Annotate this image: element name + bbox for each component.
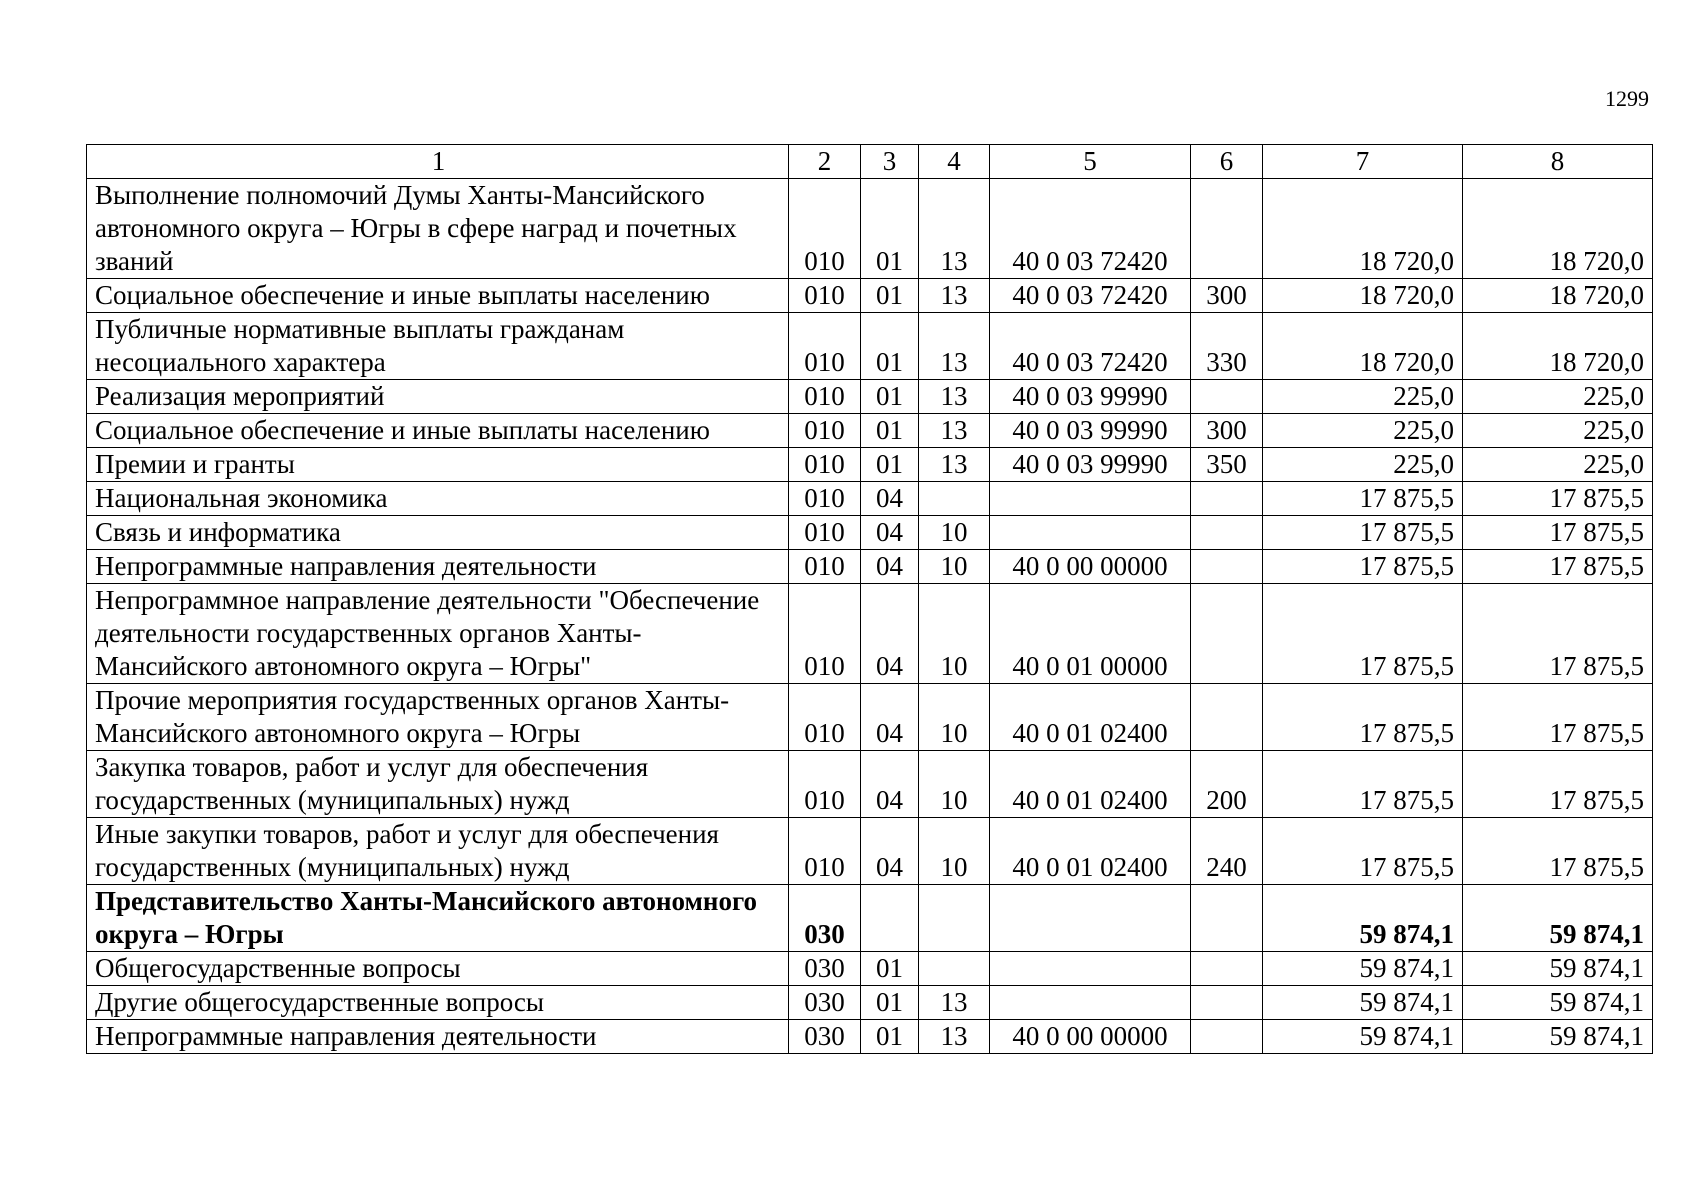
- ministry-code: 010: [789, 482, 861, 516]
- section-code: 01: [861, 313, 919, 380]
- target-article-code: [990, 952, 1191, 986]
- table-row: [87, 448, 1653, 482]
- ministry-code: 030: [789, 986, 861, 1020]
- amount-col-8: 17 875,5: [1463, 684, 1653, 751]
- table-row: [87, 751, 1653, 818]
- expense-type-code: 300: [1191, 279, 1263, 313]
- target-article-code: [990, 885, 1191, 952]
- amount-col-8: 59 874,1: [1463, 952, 1653, 986]
- amount-col-7: 18 720,0: [1263, 279, 1463, 313]
- row-label: Общегосударственные вопросы: [87, 952, 789, 986]
- ministry-code: 010: [789, 448, 861, 482]
- subsection-code: [919, 885, 990, 952]
- column-header: 6: [1191, 145, 1263, 179]
- amount-col-7: 225,0: [1263, 448, 1463, 482]
- section-code: 01: [861, 380, 919, 414]
- table-row: [87, 986, 1653, 1020]
- subsection-code: [919, 482, 990, 516]
- subsection-code: 13: [919, 279, 990, 313]
- subsection-code: 10: [919, 550, 990, 584]
- amount-col-7: 18 720,0: [1263, 313, 1463, 380]
- amount-col-8: 17 875,5: [1463, 516, 1653, 550]
- section-code: 01: [861, 279, 919, 313]
- section-code: 04: [861, 584, 919, 684]
- amount-col-8: 18 720,0: [1463, 179, 1653, 279]
- subsection-code: 13: [919, 313, 990, 380]
- expense-type-code: 200: [1191, 751, 1263, 818]
- ministry-code: 010: [789, 313, 861, 380]
- subsection-code: 10: [919, 818, 990, 885]
- ministry-code: 010: [789, 751, 861, 818]
- amount-col-7: 17 875,5: [1263, 516, 1463, 550]
- row-label: Социальное обеспечение и иные выплаты населению: [87, 279, 789, 313]
- amount-col-8: 225,0: [1463, 380, 1653, 414]
- expense-type-code: [1191, 885, 1263, 952]
- ministry-code: 010: [789, 550, 861, 584]
- ministry-code: 030: [789, 1020, 861, 1054]
- expense-type-code: 240: [1191, 818, 1263, 885]
- subsection-code: 10: [919, 751, 990, 818]
- amount-col-7: 59 874,1: [1263, 986, 1463, 1020]
- amount-col-7: 17 875,5: [1263, 482, 1463, 516]
- column-header: 2: [789, 145, 861, 179]
- subsection-code: 13: [919, 986, 990, 1020]
- target-article-code: 40 0 03 99990: [990, 380, 1191, 414]
- subsection-code: 10: [919, 516, 990, 550]
- column-header: 7: [1263, 145, 1463, 179]
- expense-type-code: [1191, 1020, 1263, 1054]
- column-header: 1: [87, 145, 789, 179]
- amount-col-8: 18 720,0: [1463, 279, 1653, 313]
- row-label: Непрограммное направление деятельности "Обеспечение деятельности государственных органов Ханты-Мансийского автономного округа – Югры": [87, 584, 789, 684]
- table-row: [87, 885, 1653, 952]
- table-row: [87, 952, 1653, 986]
- amount-col-7: 59 874,1: [1263, 1020, 1463, 1054]
- table-row: [87, 516, 1653, 550]
- section-code: 04: [861, 516, 919, 550]
- target-article-code: [990, 516, 1191, 550]
- amount-col-7: 17 875,5: [1263, 584, 1463, 684]
- column-header: 4: [919, 145, 990, 179]
- table-row: [87, 179, 1653, 279]
- amount-col-7: 17 875,5: [1263, 751, 1463, 818]
- subsection-code: 13: [919, 380, 990, 414]
- ministry-code: 010: [789, 818, 861, 885]
- row-label: Закупка товаров, работ и услуг для обеспечения государственных (муниципальных) нужд: [87, 751, 789, 818]
- target-article-code: 40 0 01 00000: [990, 584, 1191, 684]
- target-article-code: [990, 986, 1191, 1020]
- column-header: 8: [1463, 145, 1653, 179]
- row-label: Премии и гранты: [87, 448, 789, 482]
- expense-type-code: 300: [1191, 414, 1263, 448]
- ministry-code: 010: [789, 380, 861, 414]
- amount-col-8: 17 875,5: [1463, 584, 1653, 684]
- section-code: 04: [861, 684, 919, 751]
- amount-col-8: 18 720,0: [1463, 313, 1653, 380]
- expense-type-code: [1191, 584, 1263, 684]
- table-row: [87, 482, 1653, 516]
- section-code: 04: [861, 482, 919, 516]
- subsection-code: [919, 952, 990, 986]
- expense-type-code: [1191, 550, 1263, 584]
- expense-type-code: [1191, 516, 1263, 550]
- section-code: 04: [861, 751, 919, 818]
- row-label: Иные закупки товаров, работ и услуг для обеспечения государственных (муниципальных) нужд: [87, 818, 789, 885]
- subsection-code: 10: [919, 584, 990, 684]
- table-row: [87, 550, 1653, 584]
- expense-type-code: [1191, 684, 1263, 751]
- table-row: [87, 313, 1653, 380]
- target-article-code: 40 0 01 02400: [990, 751, 1191, 818]
- ministry-code: 010: [789, 179, 861, 279]
- amount-col-7: 225,0: [1263, 380, 1463, 414]
- section-code: 01: [861, 414, 919, 448]
- amount-col-8: 17 875,5: [1463, 751, 1653, 818]
- table-row: [87, 279, 1653, 313]
- section-code: 01: [861, 1020, 919, 1054]
- amount-col-7: 17 875,5: [1263, 550, 1463, 584]
- row-label: Выполнение полномочий Думы Ханты-Мансийского автономного округа – Югры в сфере наград и почетных званий: [87, 179, 789, 279]
- section-code: 01: [861, 448, 919, 482]
- amount-col-7: 17 875,5: [1263, 684, 1463, 751]
- amount-col-8: 17 875,5: [1463, 482, 1653, 516]
- amount-col-7: 17 875,5: [1263, 818, 1463, 885]
- subsection-code: 13: [919, 179, 990, 279]
- section-code: 01: [861, 179, 919, 279]
- target-article-code: 40 0 03 72420: [990, 179, 1191, 279]
- ministry-code: 010: [789, 684, 861, 751]
- table-row: [87, 1020, 1653, 1054]
- target-article-code: 40 0 03 99990: [990, 448, 1191, 482]
- table-row: [87, 818, 1653, 885]
- section-code: 04: [861, 818, 919, 885]
- expense-type-code: [1191, 179, 1263, 279]
- ministry-code: 010: [789, 414, 861, 448]
- amount-col-8: 59 874,1: [1463, 885, 1653, 952]
- ministry-code: 030: [789, 952, 861, 986]
- amount-col-8: 59 874,1: [1463, 986, 1653, 1020]
- section-code: [861, 885, 919, 952]
- subsection-code: 13: [919, 448, 990, 482]
- table-row: [87, 584, 1653, 684]
- amount-col-7: 59 874,1: [1263, 952, 1463, 986]
- page-number: 1299: [1605, 86, 1649, 111]
- target-article-code: 40 0 00 00000: [990, 550, 1191, 584]
- table-row: [87, 414, 1653, 448]
- row-label: Связь и информатика: [87, 516, 789, 550]
- target-article-code: 40 0 03 72420: [990, 313, 1191, 380]
- amount-col-8: 59 874,1: [1463, 1020, 1653, 1054]
- amount-col-8: 17 875,5: [1463, 818, 1653, 885]
- ministry-code: 010: [789, 279, 861, 313]
- row-label: Национальная экономика: [87, 482, 789, 516]
- subsection-code: 10: [919, 684, 990, 751]
- expense-type-code: [1191, 482, 1263, 516]
- subsection-code: 13: [919, 414, 990, 448]
- section-code: 01: [861, 952, 919, 986]
- amount-col-8: 17 875,5: [1463, 550, 1653, 584]
- target-article-code: [990, 482, 1191, 516]
- row-label: Непрограммные направления деятельности: [87, 550, 789, 584]
- table-row: [87, 380, 1653, 414]
- table-header-row: [87, 145, 1653, 179]
- section-code: 01: [861, 986, 919, 1020]
- ministry-code: 030: [789, 885, 861, 952]
- row-label: Представительство Ханты-Мансийского автономного округа – Югры: [87, 885, 789, 952]
- target-article-code: 40 0 03 72420: [990, 279, 1191, 313]
- budget-table: [86, 144, 1653, 1054]
- amount-col-7: 18 720,0: [1263, 179, 1463, 279]
- table-body: [87, 145, 1653, 1054]
- expense-type-code: [1191, 986, 1263, 1020]
- expense-type-code: [1191, 380, 1263, 414]
- expense-type-code: 350: [1191, 448, 1263, 482]
- row-label: Социальное обеспечение и иные выплаты населению: [87, 414, 789, 448]
- column-header: 5: [990, 145, 1191, 179]
- ministry-code: 010: [789, 584, 861, 684]
- amount-col-7: 59 874,1: [1263, 885, 1463, 952]
- row-label: Непрограммные направления деятельности: [87, 1020, 789, 1054]
- expense-type-code: 330: [1191, 313, 1263, 380]
- target-article-code: 40 0 01 02400: [990, 818, 1191, 885]
- ministry-code: 010: [789, 516, 861, 550]
- row-label: Публичные нормативные выплаты гражданам несоциального характера: [87, 313, 789, 380]
- subsection-code: 13: [919, 1020, 990, 1054]
- amount-col-7: 225,0: [1263, 414, 1463, 448]
- row-label: Реализация мероприятий: [87, 380, 789, 414]
- row-label: Другие общегосударственные вопросы: [87, 986, 789, 1020]
- row-label: Прочие мероприятия государственных органов Ханты-Мансийского автономного округа – Югры: [87, 684, 789, 751]
- target-article-code: 40 0 00 00000: [990, 1020, 1191, 1054]
- target-article-code: 40 0 03 99990: [990, 414, 1191, 448]
- amount-col-8: 225,0: [1463, 448, 1653, 482]
- amount-col-8: 225,0: [1463, 414, 1653, 448]
- expense-type-code: [1191, 952, 1263, 986]
- column-header: 3: [861, 145, 919, 179]
- table-row: [87, 684, 1653, 751]
- target-article-code: 40 0 01 02400: [990, 684, 1191, 751]
- section-code: 04: [861, 550, 919, 584]
